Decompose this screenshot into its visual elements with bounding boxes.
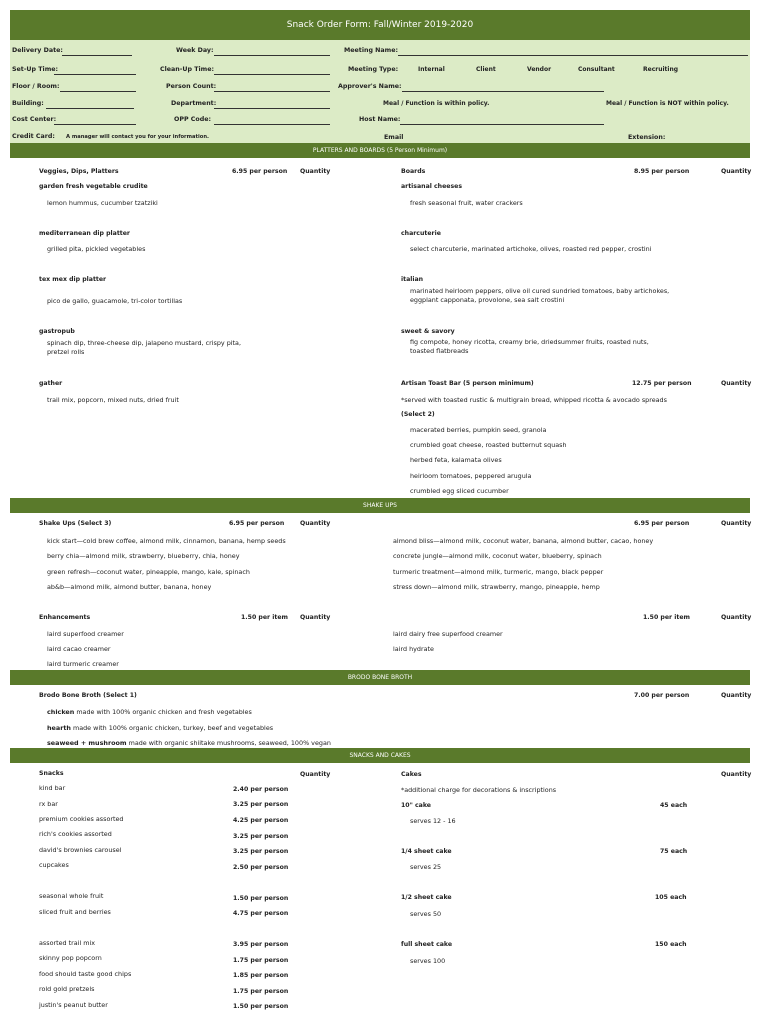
snack-item-price: 3.95 per person xyxy=(233,941,289,948)
cakes-title: Cakes xyxy=(401,771,422,778)
floor-room-field[interactable] xyxy=(60,91,136,92)
enhancements-quantity-header: Quantity xyxy=(300,614,331,621)
setup-time-field[interactable] xyxy=(54,74,136,75)
toast-option[interactable]: crumbled egg sliced cucumber xyxy=(410,487,509,495)
extension-label: Extension: xyxy=(628,134,666,141)
platter-item-name[interactable]: gastropub xyxy=(39,328,75,335)
cake-price: 45 each xyxy=(660,802,688,809)
snack-item-price: 1.75 per person xyxy=(233,988,289,995)
platter-item-desc: pico de gallo, guacamole, tri-color tortillas xyxy=(47,297,183,305)
credit-card-note: A manager will contact you for your information. xyxy=(66,134,209,140)
snack-item-price: 3.25 per person xyxy=(233,833,289,840)
enhancement-option[interactable]: laird hydrate xyxy=(393,645,434,653)
snacks-title: Snacks xyxy=(39,770,64,777)
broth-option[interactable] xyxy=(47,709,252,715)
snack-item-name[interactable]: david's brownies carousel xyxy=(39,846,122,854)
snack-item-price: 3.25 per person xyxy=(233,848,289,855)
host-name-field[interactable] xyxy=(400,124,604,125)
snack-item-name[interactable]: rx bar xyxy=(39,800,58,808)
bone-broth-section-header: BRODO BONE BROTH xyxy=(10,670,750,685)
platter-item-desc: lemon hummus, cucumber tzatziki xyxy=(47,199,158,207)
broth-option[interactable] xyxy=(47,725,273,731)
toast-bar-price: 12.75 per person xyxy=(632,380,692,387)
broth-option-desc: made with 100% organic chicken, turkey, beef and vegetables xyxy=(70,724,274,732)
cake-serves: serves 25 xyxy=(410,863,442,871)
cake-price: 75 each xyxy=(660,848,688,855)
board-item-name[interactable]: sweet & savory xyxy=(401,328,455,335)
meeting-type-consultant[interactable]: Consultant xyxy=(578,66,615,73)
shake-option[interactable]: concrete jungle—almond milk, coconut water, blueberry, spinach xyxy=(393,552,602,560)
cake-price: 150 each xyxy=(655,941,687,948)
broth-option-desc: made with organic shiitake mushrooms, seaweed, 100% vegan xyxy=(126,739,331,747)
snack-item-price: 1.75 per person xyxy=(233,957,289,964)
snack-item-name[interactable]: justin's peanut butter xyxy=(39,1001,108,1009)
cakes-note: *additional charge for decorations & inscriptions xyxy=(401,786,557,794)
floor-room-label: Floor / Room: xyxy=(12,83,60,90)
board-item-desc-cont: eggplant capponata, provolone, sea salt crostini xyxy=(410,296,565,304)
broth-option-desc: made with 100% organic chicken and fresh vegetables xyxy=(74,708,252,716)
board-item-desc: marinated heirloom peppers, olive oil cured sundried tomatoes, baby artichokes, xyxy=(410,287,670,295)
enhancement-option[interactable]: laird dairy free superfood creamer xyxy=(393,630,503,638)
board-item-desc: select charcuterie, marinated artichoke, olives, roasted red pepper, crostini xyxy=(410,245,652,253)
department-label: Department: xyxy=(171,100,217,107)
toast-option[interactable]: herbed feta, kalamata olives xyxy=(410,456,502,464)
setup-time-label: Set-Up Time: xyxy=(12,66,59,73)
snack-item-name[interactable]: premium cookies assorted xyxy=(39,815,124,823)
credit-card-label: Credit Card: xyxy=(12,133,55,140)
meeting-type-recruiting[interactable]: Recruiting xyxy=(643,66,679,73)
snack-item-name[interactable]: rich's cookies assorted xyxy=(39,830,112,838)
email-label: Email xyxy=(384,134,404,141)
toast-bar-title[interactable]: Artisan Toast Bar (5 person minimum) xyxy=(401,380,534,387)
enhancements-title: Enhancements xyxy=(39,614,91,621)
shake-option[interactable]: berry chia—almond milk, strawberry, blueberry, chia, honey xyxy=(47,552,240,560)
cake-name[interactable]: full sheet cake xyxy=(401,941,453,948)
shake-ups-right-price: 6.95 per person xyxy=(634,520,690,527)
enhancement-option[interactable]: laird cacao creamer xyxy=(47,645,111,653)
toast-option[interactable]: crumbled goat cheese, roasted butternut squash xyxy=(410,441,567,449)
enhancements-price: 1.50 per item xyxy=(241,614,288,621)
opp-code-field[interactable] xyxy=(214,124,330,125)
snack-item-name[interactable]: seasonal whole fruit xyxy=(39,892,104,900)
within-policy-option[interactable]: Meal / Function is within policy. xyxy=(383,100,490,107)
snack-item-name[interactable]: kind bar xyxy=(39,784,66,792)
cake-serves: serves 100 xyxy=(410,957,446,965)
cake-name[interactable]: 10" cake xyxy=(401,802,431,809)
meeting-name-label: Meeting Name: xyxy=(344,47,399,54)
cleanup-time-field[interactable] xyxy=(214,74,330,75)
toast-bar-quantity-header: Quantity xyxy=(721,380,752,387)
snack-item-name[interactable]: food should taste good chips xyxy=(39,970,132,978)
cleanup-time-label: Clean-Up Time: xyxy=(160,66,215,73)
snack-item-name[interactable]: rold gold pretzels xyxy=(39,985,95,993)
veggies-price: 6.95 per person xyxy=(232,168,288,175)
meeting-type-label: Meeting Type: xyxy=(348,66,399,73)
board-item-desc: fresh seasonal fruit, water crackers xyxy=(410,199,523,207)
enhancement-option[interactable]: laird turmeric creamer xyxy=(47,660,119,668)
platter-item-desc-cont: pretzel rolls xyxy=(47,348,85,356)
shake-ups-section-header: SHAKE UPS xyxy=(10,498,750,513)
shake-ups-right-quantity-header: Quantity xyxy=(721,520,752,527)
toast-option[interactable]: heirloom tomatoes, peppered arugula xyxy=(410,472,532,480)
platter-item-desc: spinach dip, three-cheese dip, jalapeno mustard, crispy pita, xyxy=(47,339,241,347)
toast-option[interactable]: macerated berries, pumpkin seed, granola xyxy=(410,426,547,434)
snack-item-name[interactable]: sliced fruit and berries xyxy=(39,908,111,916)
platters-section-header: PLATTERS AND BOARDS (5 Person Minimum) xyxy=(10,143,750,158)
snack-item-name[interactable]: cupcakes xyxy=(39,861,69,869)
shake-option[interactable]: kick start—cold brew coffee, almond milk, cinnamon, banana, hemp seeds xyxy=(47,537,286,545)
platter-item-name[interactable]: garden fresh vegetable crudite xyxy=(39,183,148,190)
opp-code-label: OPP Code: xyxy=(174,116,212,123)
snack-item-price: 1.85 per person xyxy=(233,972,289,979)
board-item-desc-cont: toasted flatbreads xyxy=(410,347,469,355)
bone-broth-title: Brodo Bone Broth (Select 1) xyxy=(39,692,137,699)
platter-item-name[interactable]: tex mex dip platter xyxy=(39,276,107,283)
host-name-label: Host Name: xyxy=(359,116,401,123)
shake-ups-quantity-header: Quantity xyxy=(300,520,331,527)
snack-item-name[interactable]: assorted trail mix xyxy=(39,939,96,947)
shake-option[interactable]: green refresh—coconut water, pineapple, mango, kale, spinach xyxy=(47,568,250,576)
enhancement-option[interactable]: laird superfood creamer xyxy=(47,630,124,638)
snack-item-price: 2.40 per person xyxy=(233,786,289,793)
person-count-field[interactable] xyxy=(214,91,330,92)
snacks-section-header: SNACKS AND CAKES xyxy=(10,748,750,763)
board-item-desc: fig compote, honey ricotta, creamy brie, driedsummer fruits, roasted nuts, xyxy=(410,338,649,346)
cakes-quantity-header: Quantity xyxy=(721,771,752,778)
board-item-name[interactable]: italian xyxy=(401,276,424,283)
enhancements-right-price: 1.50 per item xyxy=(643,614,690,621)
approver-name-label: Approver's Name: xyxy=(338,83,402,90)
platter-item-name[interactable]: mediterranean dip platter xyxy=(39,230,130,237)
building-label: Building: xyxy=(12,100,44,107)
week-day-field[interactable] xyxy=(214,55,330,56)
cake-serves: serves 12 - 16 xyxy=(410,817,456,825)
snack-item-name[interactable]: skinny pop popcorn xyxy=(39,954,102,962)
snack-item-price: 2.50 per person xyxy=(233,864,289,871)
shake-option[interactable]: almond bliss—almond milk, coconut water, banana, almond butter, cacao, honey xyxy=(393,537,654,545)
platter-item-desc: grilled pita, pickled vegetables xyxy=(47,245,146,253)
toast-bar-select: (Select 2) xyxy=(401,411,435,418)
broth-option[interactable] xyxy=(47,740,331,746)
veggies-quantity-header: Quantity xyxy=(300,168,331,175)
snack-item-price: 4.25 per person xyxy=(233,817,289,824)
cost-center-field[interactable] xyxy=(54,124,136,125)
form-title: Snack Order Form: Fall/Winter 2019-2020 xyxy=(10,10,750,40)
broth-option-name: chicken xyxy=(47,708,75,716)
boards-price: 8.95 per person xyxy=(634,168,690,175)
approver-name-field[interactable] xyxy=(402,91,604,92)
cake-name[interactable]: 1/4 sheet cake xyxy=(401,848,452,855)
meeting-type-client[interactable]: Client xyxy=(476,66,496,73)
shake-option[interactable]: ab&b—almond milk, almond butter, banana, honey xyxy=(47,583,212,591)
shake-option[interactable]: turmeric treatment—almond milk, turmeric, mango, black pepper xyxy=(393,568,604,576)
shake-ups-title: Shake Ups (Select 3) xyxy=(39,520,112,527)
snack-item-price: 1.50 per person xyxy=(233,895,289,902)
cost-center-label: Cost Center: xyxy=(12,116,57,123)
boards-quantity-header: Quantity xyxy=(721,168,752,175)
delivery-date-field[interactable] xyxy=(62,55,132,56)
toast-bar-note: *served with toasted rustic & multigrain bread, whipped ricotta & avocado spreads xyxy=(401,396,667,404)
snacks-quantity-header: Quantity xyxy=(300,771,331,778)
bone-broth-quantity-header: Quantity xyxy=(721,692,752,699)
broth-option-name: hearth xyxy=(47,724,71,732)
meeting-type-vendor[interactable]: Vendor xyxy=(527,66,552,73)
snack-item-price: 3.25 per person xyxy=(233,801,289,808)
meeting-name-field[interactable] xyxy=(398,55,748,56)
broth-option-name: seaweed + mushroom xyxy=(47,739,127,747)
cake-serves: serves 50 xyxy=(410,910,442,918)
delivery-date-label: Delivery Date: xyxy=(12,47,63,54)
cake-name[interactable]: 1/2 sheet cake xyxy=(401,894,452,901)
shake-option[interactable]: stress down—almond milk, strawberry, mango, pineapple, hemp xyxy=(393,583,600,591)
shake-ups-price: 6.95 per person xyxy=(229,520,285,527)
enhancements-right-quantity-header: Quantity xyxy=(721,614,752,621)
week-day-label: Week Day: xyxy=(176,47,214,54)
platter-item-name[interactable]: gather xyxy=(39,380,63,387)
veggies-title: Veggies, Dips, Platters xyxy=(39,168,119,175)
board-item-name[interactable]: charcuterie xyxy=(401,230,441,237)
not-within-policy-option[interactable]: Meal / Function is NOT within policy. xyxy=(606,100,729,107)
bone-broth-price: 7.00 per person xyxy=(634,692,690,699)
snack-item-price: 4.75 per person xyxy=(233,910,289,917)
person-count-label: Person Count: xyxy=(166,83,217,90)
meeting-type-internal[interactable]: Internal xyxy=(418,66,445,73)
cake-price: 105 each xyxy=(655,894,687,901)
snack-item-price: 1.50 per person xyxy=(233,1003,289,1010)
department-field[interactable] xyxy=(214,108,330,109)
boards-title: Boards xyxy=(401,168,426,175)
platter-item-desc: trail mix, popcorn, mixed nuts, dried fruit xyxy=(47,396,179,404)
building-field[interactable] xyxy=(46,108,134,109)
board-item-name[interactable]: artisanal cheeses xyxy=(401,183,463,190)
